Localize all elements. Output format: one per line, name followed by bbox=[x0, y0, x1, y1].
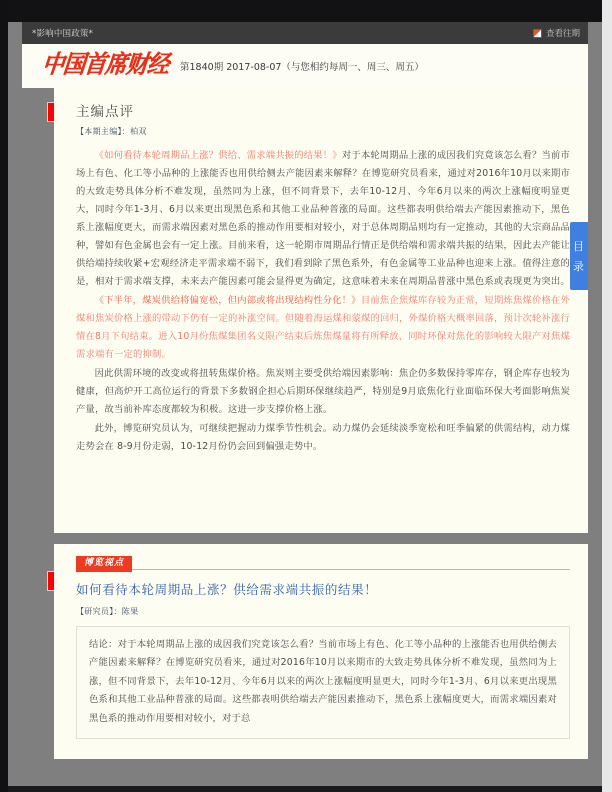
content-column bbox=[22, 88, 588, 792]
paragraph-lead: 《如何看待本轮周期品上涨？供给、需求端共振的结果！》 bbox=[94, 150, 342, 161]
view-archive-button[interactable] bbox=[533, 27, 580, 39]
paragraph bbox=[76, 420, 570, 456]
paragraph-body: 因此供需环境的改变或将扭转焦煤价格。焦炭则主要受供给端因素影响：焦企仍多数保持零库存，钢企库存也较为健康，但高炉开工高位运行的背景下多数钢企担心后期环保继续趋严，特别是9月底焦化行业面临环保大考面影响焦炭产量，故当前补库态度都较为积极。这进一步支撑价格上涨。 bbox=[76, 368, 570, 415]
paragraph-body: 此外，博览研究员认为，可继续把握动力煤季节性机会。动力煤仍会延续淡季宽松和旺季偏紧的供需结构，动力煤走势会在 8-9月份走弱，10-12月份仍会回到偏强走势中。 bbox=[76, 423, 570, 452]
viewpoint-byline: 【研究员】：陈果 bbox=[76, 606, 139, 616]
status-badge: 博览视点 bbox=[76, 556, 132, 572]
view-archive-label: 查看往期 bbox=[545, 29, 580, 39]
paragraph-lead: 《下半年，煤炭供给将偏宽松，但内部或将出现结构性分化！》 bbox=[94, 295, 361, 306]
table-of-contents-tab[interactable] bbox=[570, 222, 588, 290]
paragraph-body: 目前焦企焦煤库存较为正常，短期炼焦煤价格在外煤和焦炭价格上涨的带动下仍有一定的补涨空间。但随着海运煤和蒙煤的回归，外煤价格大概率回落，预计次轮补涨行情在8月下旬结束。进入10月份焦煤集团名义限产结束后炼焦煤量将有所释放，同时环保对焦化的影响较大限产对焦煤需求端有一定的抑制。 bbox=[76, 295, 570, 360]
page-edge-left bbox=[0, 0, 8, 792]
divider bbox=[132, 569, 570, 570]
conclusion-text: 结论：对于本轮周期品上涨的成因我们究竟该怎么看？当前市场上有色、化工等小品种的上涨能否也用供给侧去产能因素来解释？在博览研究员看来，通过对2016年10月以来期市的大致走势具体分析不难发现，虽然同为上涨，但不同背景下，去年10-12月、今年6月以来的两次上涨幅度明显更大，同时今年1-3月、6月以来更出现黑色系和其他工业品种普涨的局面。这些都表明供给端去产能因素推动下，黑色系上涨幅度更大，而需求端因素对黑色系的推动作用要相对较小，对于总 bbox=[89, 638, 557, 724]
editor-commentary-card bbox=[54, 88, 588, 533]
paragraph bbox=[76, 365, 570, 419]
conclusion-box bbox=[76, 626, 570, 740]
calendar-icon bbox=[533, 29, 542, 38]
issue-info: 第1840期 2017-08-07（与您相约每周一、周三、周五） bbox=[180, 62, 424, 73]
page-edge-right bbox=[602, 0, 612, 792]
paragraph-body: 对于本轮周期品上涨的成因我们究竟该怎么看？当前市场上有色、化工等小品种的上涨能否也用供给侧去产能因素来解释？在博览研究员看来，通过对2016年10月以来期市的大致走势具体分析不难发现，虽然同为上涨，但不同背景下，去年10-12月、今年6月以来的两次上涨幅度明显更大，同时今年1-3月、6月以来更出现黑色系和其他工业品种普涨的局面。这些都表明供给端去产能因素推动下，黑色系上涨幅度更大，而需求端因素对黑色系的推动作用要相对较小，对于总体周期品则均有一定推动，其他的大宗商品品种，譬如有色金属也会有一定上涨。目前来看，这一轮期市周期品行情正是供给端和需求端共振的结果，因此去产能让供给端持续收紧+宏观经济走平需求端不弱下，我们看到除了黑色系外，有色金属等工业品种也迎来上涨。值得注意的是，相对于需求端支撑，未来去产能因素可能会显得更为确定，这意味着未来在周期品普涨中黑色系或表现更为突出。 bbox=[76, 150, 570, 287]
paragraph bbox=[76, 292, 570, 364]
toc-char-1: 目 bbox=[573, 240, 585, 253]
viewpoint-card bbox=[54, 544, 588, 759]
paragraph bbox=[76, 147, 570, 291]
site-slogan: *影响中国政策* bbox=[32, 29, 94, 39]
masthead bbox=[22, 44, 588, 88]
bottom-black-strip bbox=[8, 786, 602, 792]
editor-byline: 【本期主编】：柏双 bbox=[76, 127, 147, 136]
viewpoint-title[interactable]: 如何看待本轮周期品上涨？供给需求端共振的结果！ bbox=[76, 581, 378, 597]
page-title: 主编点评 bbox=[76, 104, 134, 120]
viewpoint-tag-row bbox=[76, 556, 570, 572]
site-logo[interactable]: 中国首席财经 bbox=[40, 51, 170, 80]
top-bar bbox=[22, 22, 588, 44]
toc-char-2: 录 bbox=[573, 260, 585, 273]
top-black-strip bbox=[8, 0, 602, 22]
